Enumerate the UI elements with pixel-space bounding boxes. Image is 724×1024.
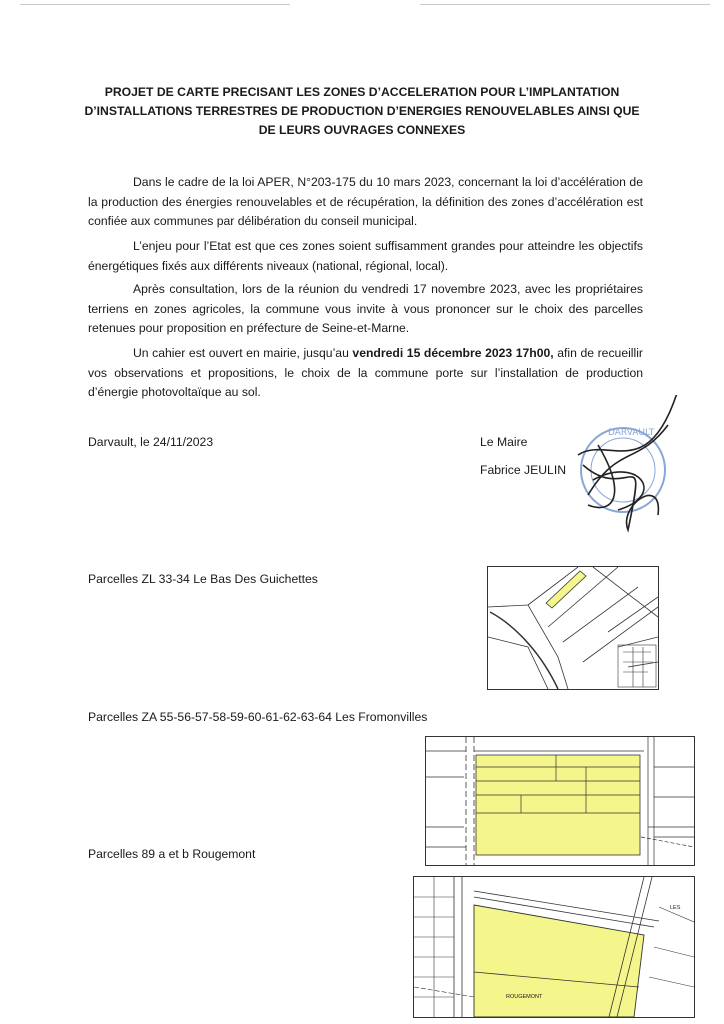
parcel-label-za: Parcelles ZA 55-56-57-58-59-60-61-62-63-64 Les Fromonvilles <box>88 710 428 724</box>
map-label-rougemont: ROUGEMONT <box>506 994 543 1000</box>
scan-edge-left <box>20 4 290 5</box>
map-label-les: LES <box>670 905 681 911</box>
deadline-text: vendredi 15 décembre 2023 17h00, <box>352 346 554 360</box>
paragraph-text: L’enjeu pour l’Etat est que ces zones soient suffisamment grandes pour atteindre les objectifs énergétiques fixés aux différents niveaux (national, régional, local). <box>88 239 643 273</box>
paragraph-enjeu <box>88 237 643 276</box>
paragraph-loi-aper <box>88 173 643 232</box>
paragraph-text: Un cahier est ouvert en mairie, jusqu’au <box>133 346 353 360</box>
map-le-bas-des-guichettes <box>487 566 659 690</box>
place-date: Darvault, le 24/11/2023 <box>88 435 214 449</box>
signatory-role: Le Maire <box>480 435 528 449</box>
scan-edge-right <box>420 4 710 5</box>
signatory-name: Fabrice JEULIN <box>480 463 567 477</box>
paragraph-text: afin de recueillir vos observations et propositions, le choix de la commune porte sur l’installation de production d’énergie photovoltaïque au sol. <box>88 346 643 399</box>
paragraph-text: Après consultation, lors de la réunion du vendredi 17 novembre 2023, avec les propriétaires terriens en zones agricoles, la commune vous invite à vous prononcer sur le choix des parcelles retenues pour proposition en préfecture de Seine-et-Marne. <box>88 282 643 335</box>
document-title: PROJET DE CARTE PRECISANT LES ZONES D’ACCELERATION POUR L’IMPLANTATION D’INSTALLATIONS TERRESTRES DE PRODUCTION D’ENERGIES RENOUVELABLES AINSI QUE DE LEURS OUVRAGES CONNEXES <box>84 85 640 137</box>
map-les-fromonvilles <box>425 736 695 866</box>
parcel-label-rougemont: Parcelles 89 a et b Rougemont <box>88 847 256 861</box>
svg-text:DARVAULT: DARVAULT <box>608 428 655 438</box>
map-rougemont <box>413 876 695 1018</box>
paragraph-text: Dans le cadre de la loi APER, N°203-175 du 10 mars 2023, concernant la loi d’accélération de la production des énergies renouvelables et de récupération, la définition des zones d’accélération est confiée aux communes par délibération du conseil municipal. <box>88 175 643 228</box>
paragraph-consultation <box>88 280 643 339</box>
parcel-label-zl: Parcelles ZL 33-34 Le Bas Des Guichettes <box>88 572 318 586</box>
paragraph-cahier <box>88 344 643 403</box>
mayor-stamp-signature <box>568 395 688 545</box>
